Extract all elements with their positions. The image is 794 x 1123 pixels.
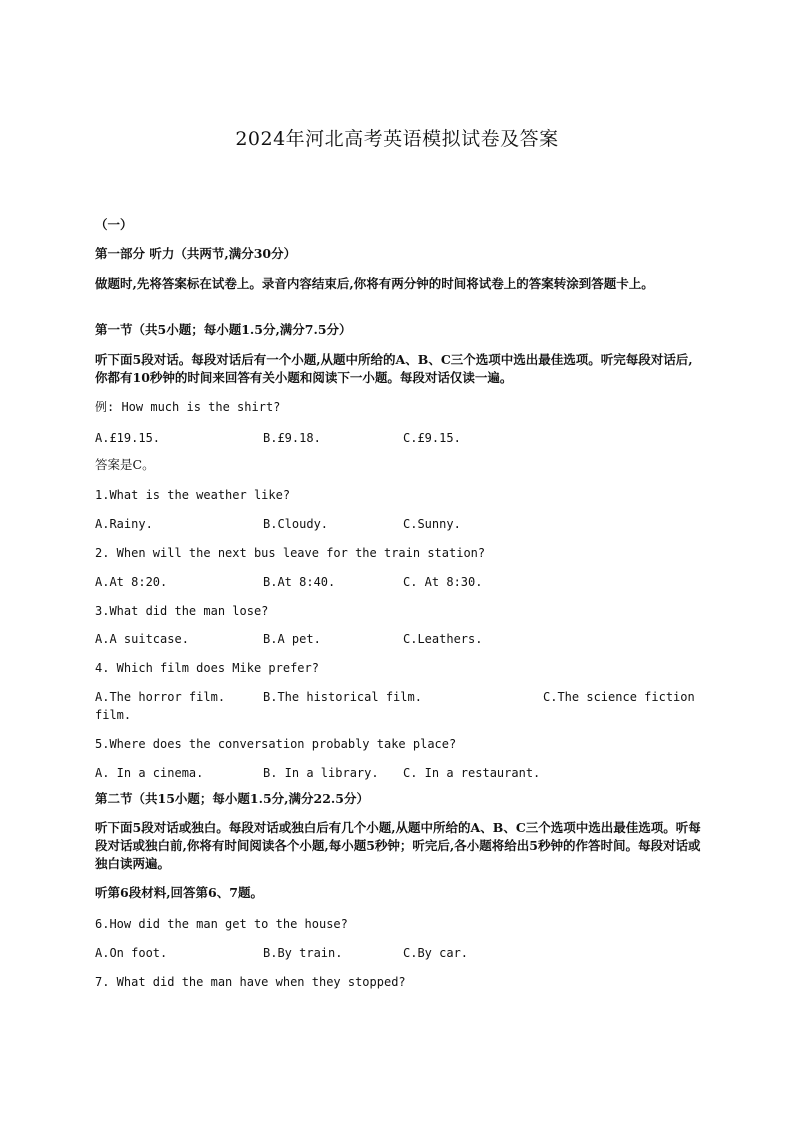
sub2-heading: 第二节（共15小题；每小题1.5分,满分22.5分） — [95, 791, 369, 806]
q3-option-a: A.A suitcase. — [95, 632, 189, 646]
q1-option-c: C.Sunny. — [403, 517, 461, 531]
q3-option-c: C.Leathers. — [403, 632, 483, 646]
example-option-c: C.£9.15. — [403, 431, 461, 445]
example-option-b: B.£9.18. — [263, 431, 321, 445]
q6-question: 6.How did the man get to the house? — [95, 917, 348, 931]
q5-option-a: A. In a cinema. — [95, 766, 204, 780]
q4-option-c: C.The science fiction — [543, 690, 695, 704]
section1-heading: 第一部分 听力（共两节,满分30分） — [95, 246, 297, 261]
sub2-instruction: 听下面5段对话或独白。每段对话或独白后有几个小题,从题中所给的A、B、C三个选项中选出最佳选项。听每段对话或独白前,你将有时间阅读各个小题,每小题5秒钟；听完后,各小题将给出5秒钟的作答时间。每段对话或独白读两遍。 — [95, 820, 701, 871]
q3-question: 3.What did the man lose? — [95, 604, 269, 618]
example-answer: 答案是C。 — [95, 457, 155, 472]
q7-question: 7. What did the man have when they stopped? — [95, 975, 406, 989]
material-note: 听第6段材料,回答第6、7题。 — [95, 885, 263, 900]
q3-option-b: B.A pet. — [263, 632, 321, 646]
q5-option-b: B. In a library. — [263, 766, 379, 780]
q1-option-a: A.Rainy. — [95, 517, 153, 531]
q6-option-a: A.On foot. — [95, 946, 168, 960]
q1-option-b: B.Cloudy. — [263, 517, 329, 531]
q4-option-c-continued: film. — [95, 708, 132, 722]
q1-question: 1.What is the weather like? — [95, 488, 291, 502]
example-question: 例: How much is the shirt? — [95, 400, 281, 414]
q2-option-c: C. At 8:30. — [403, 575, 483, 589]
q4-option-a: A.The horror film. — [95, 690, 226, 704]
section1-instruction: 做题时,先将答案标在试卷上。录音内容结束后,你将有两分钟的时间将试卷上的答案转涂到答题卡上。 — [95, 276, 654, 291]
sub1-heading: 第一节（共5小题；每小题1.5分,满分7.5分） — [95, 322, 352, 337]
q5-question: 5.Where does the conversation probably take place? — [95, 737, 457, 751]
sub1-instruction: 听下面5段对话。每段对话后有一个小题,从题中所给的A、B、C三个选项中选出最佳选项。听完每段对话后,你都有10秒钟的时间来回答有关小题和阅读下一小题。每段对话仅读一遍。 — [95, 352, 693, 385]
q4-option-b: B.The historical film. — [263, 690, 422, 704]
q2-question: 2. When will the next bus leave for the train station? — [95, 546, 486, 560]
q2-option-b: B.At 8:40. — [263, 575, 336, 589]
q4-question: 4. Which film does Mike prefer? — [95, 661, 319, 675]
q2-option-a: A.At 8:20. — [95, 575, 168, 589]
part-marker: （一） — [95, 217, 133, 232]
q5-option-c: C. In a restaurant. — [403, 766, 541, 780]
exam-title: 2024年河北高考英语模拟试卷及答案 — [235, 128, 559, 150]
q6-option-b: B.By train. — [263, 946, 343, 960]
example-option-a: A.£19.15. — [95, 431, 161, 445]
q6-option-c: C.By car. — [403, 946, 469, 960]
